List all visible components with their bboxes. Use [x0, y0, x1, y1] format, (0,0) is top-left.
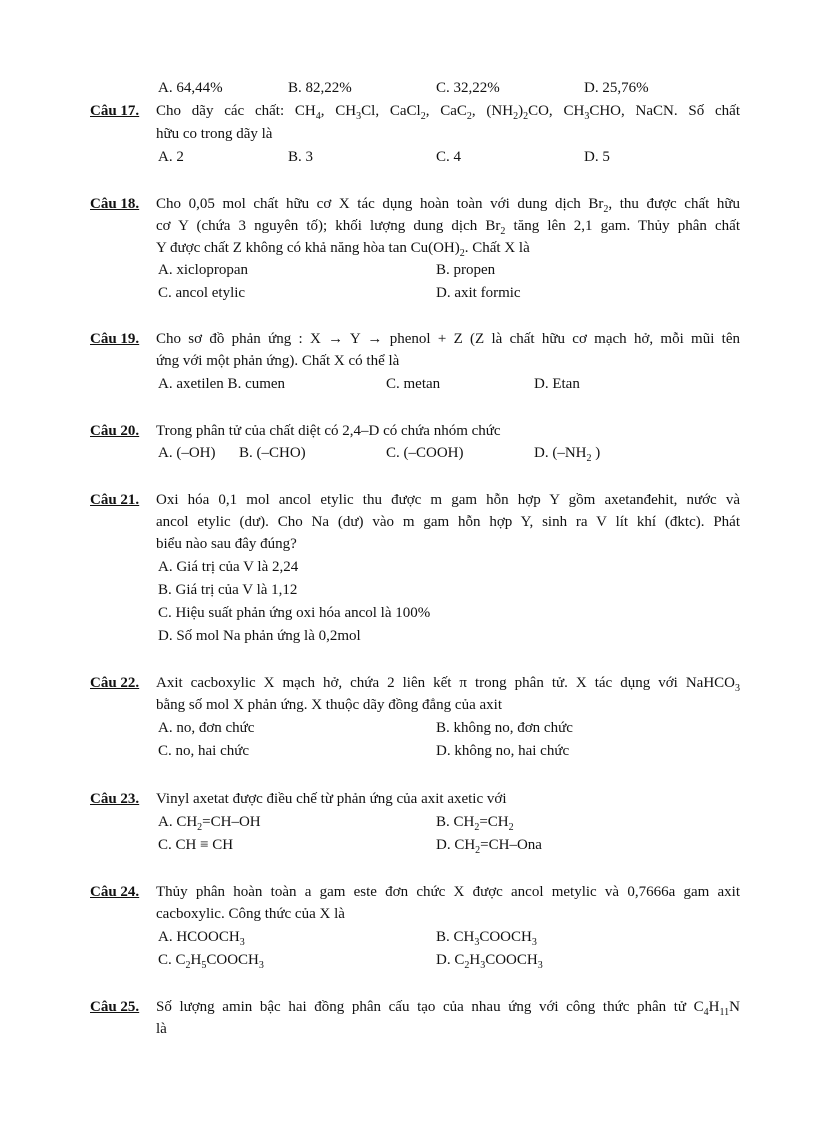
question-text-line: Axit cacboxylic X mạch hở, chứa 2 liên kết π trong phân tử. X tác dụng với NaHCO$_3$: [156, 675, 740, 694]
option-d: D. 5: [584, 149, 610, 165]
option-d: D. $C_2H_3COOCH_3$: [436, 952, 543, 971]
question-number: Câu 20.: [90, 423, 140, 439]
question-text-line: cơ Y (chứa 3 nguyên tố); khối lượng dung dịch $Br_2$ tăng lên 2,1 gam. Thủy phân chất: [156, 218, 740, 237]
question-text-line: hữu co trong dãy là: [156, 126, 273, 142]
option-b: B. không no, đơn chức: [436, 720, 573, 736]
option-c: C. CH ≡ CH: [158, 837, 234, 853]
option-b: B. $CH_2=CH_2$: [436, 814, 514, 833]
question-number: Câu 24.: [90, 884, 140, 900]
option-a-b: A. axetilen B. cumen: [158, 376, 286, 392]
question-text-line: Thủy phân hoàn toàn a gam este đơn chức X được ancol metylic và 0,7666a gam axit: [156, 884, 740, 900]
option-d: D. $CH_2=CH$–Ona: [436, 837, 542, 856]
option-b: B. 82,22%: [288, 80, 352, 96]
option-c: C. no, hai chức: [158, 743, 250, 759]
question-text-line: Cho 0,05 mol chất hữu cơ X tác dụng hoàn toàn với dung dịch $Br_2$, thu được chất hữu: [156, 196, 741, 215]
option-d: D. 25,76%: [584, 80, 649, 96]
option-a: A. $HCOOCH_3$: [158, 929, 245, 948]
question-text-line: là: [156, 1021, 167, 1037]
option-d: D. axit formic: [436, 285, 521, 301]
question-text-line: ancol etylic (dư). Cho Na (dư) vào m gam hỗn hợp Y, sinh ra V lít khí (đktc). Phát: [156, 514, 740, 530]
option-a: A. Giá trị của V là 2,24: [158, 559, 299, 575]
question-text-line: Vinyl axetat được điều chế từ phản ứng của axit axetic với: [156, 791, 507, 807]
question-text-line: cacboxylic. Công thức của X là: [156, 906, 345, 922]
question-number: Câu 22.: [90, 675, 140, 691]
question-number: Câu 23.: [90, 791, 140, 807]
option-a: A. 64,44%: [158, 80, 223, 96]
option-d: D. không no, hai chức: [436, 743, 570, 759]
option-c: C. Hiệu suất phản ứng oxi hóa ancol là 100%: [158, 605, 431, 621]
option-c: C. $C_2H_5COOCH_3$: [158, 952, 264, 971]
option-c: C. 32,22%: [436, 80, 500, 96]
question-number: Câu 25.: [90, 999, 140, 1015]
question-text-line: ứng với một phản ứng). Chất X có thể là: [156, 353, 400, 369]
question-number: Câu 17.: [90, 103, 140, 119]
question-number: Câu 19.: [90, 331, 140, 347]
option-d: D. Etan: [534, 376, 580, 392]
option-d: D. ($-NH_2$ ): [534, 445, 601, 464]
question-text-line: bằng số mol X phản ứng. X thuộc dãy đồng đẳng của axit: [156, 697, 502, 713]
option-c: C. (–COOH): [386, 445, 464, 461]
question-text-line: Trong phân tử của chất diệt có 2,4–D có chứa nhóm chức: [156, 423, 501, 439]
option-a: A. 2: [158, 149, 184, 165]
option-c: C. ancol etylic: [158, 285, 246, 301]
option-c: C. metan: [386, 376, 441, 392]
option-a: A. no, đơn chức: [158, 720, 255, 736]
option-d: D. Số mol Na phản ứng là 0,2mol: [158, 628, 361, 644]
question-text-line: Y được chất Z không có khả năng hòa $\tan Cu(OH)_2$. Chất X là: [156, 240, 530, 259]
question-text-line: Oxi hóa 0,1 mol ancol etylic thu được m gam hỗn hợp Y gồm axetanđehit, nước và: [156, 492, 740, 508]
option-c: C. 4: [436, 149, 462, 165]
option-a: A. xiclopropan: [158, 262, 248, 278]
question-text-line: Cho sơ đồ phản ứng : X → Y → phenol + Z (Z là chất hữu cơ mạch hở, mỗi mũi tên: [156, 331, 740, 347]
option-a: A. (–OH): [158, 445, 216, 461]
question-text-line: Số lượng amin bậc hai đồng phân cấu tạo của nhau ứng với công thức phân tử $C_4H_{11}N$: [156, 999, 740, 1018]
option-b: B. 3: [288, 149, 314, 165]
option-b: B. (–CHO): [239, 445, 306, 461]
option-b: B. $CH_3COOCH_3$: [436, 929, 537, 948]
option-b: B. propen: [436, 262, 496, 278]
question-text-line: Cho dãy các chất: $CH_4$, $CH_3Cl$, CaCl$_2$, CaC$_2$, $(NH_2)_2CO$, $CH_3CHO$, NaCN. Số chất: [156, 103, 740, 122]
question-number: Câu 18.: [90, 196, 140, 212]
question-number: Câu 21.: [90, 492, 140, 508]
option-a: A. $CH_2=CH-OH$: [158, 814, 261, 833]
question-text-line: biểu nào sau đây đúng?: [156, 536, 297, 552]
option-b: B. Giá trị của V là 1,12: [158, 582, 298, 598]
